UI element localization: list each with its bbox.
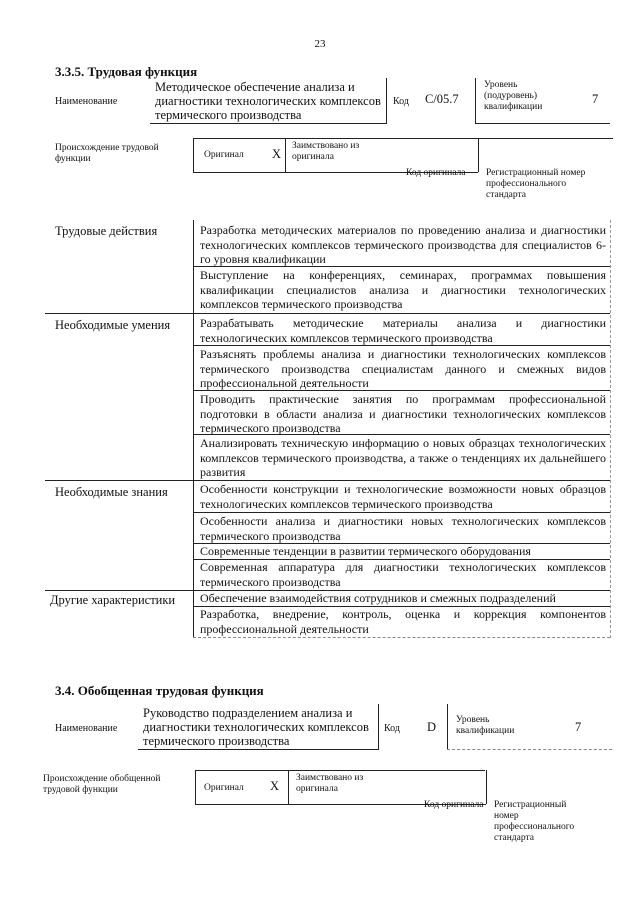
labor-action-item: Выступление на конференциях, семинарах, программах повышения квалификации специалистов анализа и диагностики технологических комплексов термического производства [200, 268, 606, 311]
knowledge-item: Современная аппаратура для диагностики технологических комплексов термического производства [200, 560, 606, 589]
level-value-335: 7 [592, 92, 599, 106]
labor-actions-label: Трудовые действия [55, 224, 158, 238]
other-item: Обеспечение взаимодействия сотрудников и смежных подразделений [200, 591, 556, 605]
original-mark-335: X [272, 147, 282, 161]
level-label-34: Уровень квалификации [456, 715, 515, 736]
knowledge-label: Необходимые знания [55, 485, 168, 499]
name-value-34: Руководство подразделением анализа и диагностики технологических комплексов термического производства [143, 706, 369, 748]
section-heading-335: 3.3.5. Трудовая функция [55, 64, 198, 79]
original-label-34: Оригинал [204, 783, 244, 793]
reg-number-label-335: Регистрационный номер профессионального стандарта [486, 168, 586, 200]
borrowed-label-34: Заимствовано из оригинала [296, 773, 364, 794]
orig-code-label-34: Код оригинала [424, 800, 484, 810]
code-label-34: Код [384, 723, 400, 734]
origin-label-335: Происхождение трудовой функции [55, 143, 159, 164]
name-label-34: Наименование [55, 723, 118, 734]
section-heading-34: 3.4. Обобщенная трудовая функция [55, 683, 264, 698]
origin-label-34: Происхождение обобщенной трудовой функции [43, 774, 161, 795]
page-number: 23 [314, 38, 326, 50]
skills-label: Необходимые умения [55, 318, 171, 332]
skill-item: Проводить практические занятия по программам профессиональной подготовки в области анализа и диагностики технологических комплексов термического производства [200, 392, 606, 435]
skill-item: Анализировать техническую информацию о новых образцах технологических комплексов термического производства, а также о тенденциях их дальнейшего развития [200, 436, 606, 479]
code-value-34: D [427, 720, 437, 734]
code-label-335: Код [393, 96, 409, 107]
knowledge-item: Особенности анализа и диагностики новых технологических комплексов термического производства [200, 514, 606, 543]
knowledge-item: Современные тенденции в развитии термического оборудования [200, 544, 531, 558]
other-label: Другие характеристики [50, 593, 176, 607]
name-value-335: Методическое обеспечение анализа и диагностики технологических комплексов термического производства [155, 80, 381, 122]
skill-item: Разрабатывать методические материалы анализа и диагностики технологических комплексов термического производства [200, 316, 606, 345]
skill-item: Разъяснять проблемы анализа и диагностики технологических комплексов термического производства специалистам данного и смежных видов профессиональной деятельности [200, 347, 606, 390]
level-value-34: 7 [575, 720, 582, 734]
orig-code-label-335: Код оригинала [406, 168, 466, 178]
original-mark-34: X [270, 779, 280, 793]
original-label-335: Оригинал [204, 150, 244, 160]
reg-number-label-34: Регистрационный номер профессионального стандарта [494, 800, 575, 843]
knowledge-item: Особенности конструкции и технологические возможности новых образцов технологических комплексов термического производства [200, 482, 606, 511]
level-label-335: Уровень (подуровень) квалификации [484, 80, 543, 112]
labor-action-item: Разработка методических материалов по проведению анализа и диагностики технологических комплексов термического производства для специалистов 6-го уровня квалификации [200, 223, 606, 266]
other-item: Разработка, внедрение, контроль, оценка и коррекция компонентов профессиональной деятельности [200, 607, 606, 636]
code-value-335: С/05.7 [425, 92, 459, 106]
borrowed-label-335: Заимствовано из оригинала [292, 141, 360, 162]
name-label-335: Наименование [55, 96, 118, 107]
